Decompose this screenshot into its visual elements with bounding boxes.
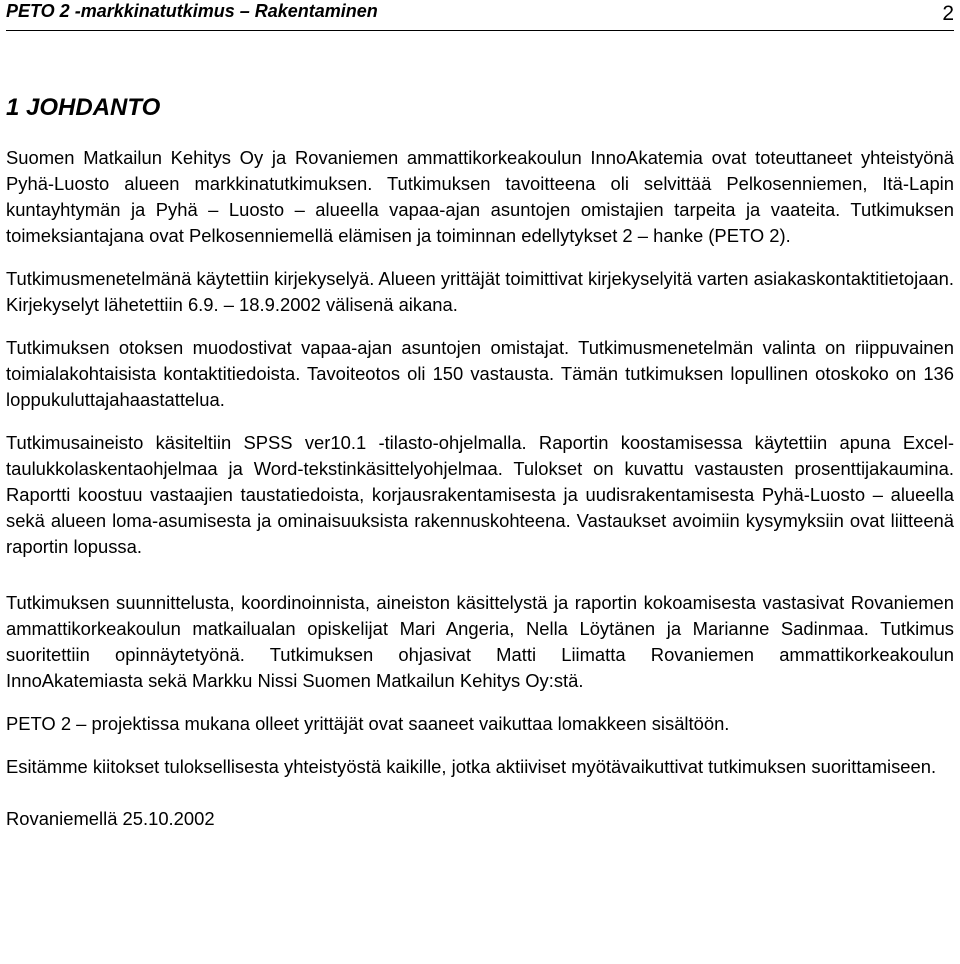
- page-number: 2: [942, 2, 954, 25]
- section-heading: 1 JOHDANTO: [6, 94, 161, 121]
- paragraph-project: PETO 2 – projektissa mukana olleet yrittäjät ovat saaneet vaikuttaa lomakkeen sisältöön.: [6, 713, 730, 734]
- paragraph-thanks: Esitämme kiitokset tuloksellisesta yhteistyöstä kaikille, jotka aktiiviset myötävaikuttivat tutkimuksen suorittamiseen.: [6, 756, 937, 777]
- paragraph-intro: Suomen Matkailun Kehitys Oy ja Rovaniemen ammattikorkeakoulun InnoAkatemia ovat toteuttaneet yhteistyönä Pyhä-Luosto alueen markkinatutkimuksen. Tutkimuksen tavoitteena oli selvittää Pelkosenniemen, Itä-Lapin kuntayhtymän ja Pyhä – Luosto – alueella vapaa-ajan asuntojen omistajien tarpeita ja vaateita. Tutkimuksen toimeksiantajana ovat Pelkosenniemellä elämisen ja toiminnan edellytykset 2 – hanke (PETO 2).: [6, 147, 954, 246]
- document-page: [6, 0, 954, 832]
- paragraph-authors: Tutkimuksen suunnittelusta, koordinoinnista, aineiston käsittelystä ja raportin kokoamisesta vastasivat Rovaniemen ammattikorkeakoulun matkailualan opiskelijat Mari Angeria, Nella Löytänen ja Marianne Sadinmaa. Tutkimus suoritettiin opinnäytetyönä. Tutkimuksen ohjasivat Matti Liimatta Rovaniemen ammattikorkeakoulun InnoAkatemiasta sekä Markku Nissi Suomen Matkailun Kehitys Oy:stä.: [6, 592, 954, 691]
- header-title: PETO 2 -markkinatutkimus – Rakentaminen: [6, 1, 378, 21]
- paragraph-analysis: Tutkimusaineisto käsiteltiin SPSS ver10.1 -tilasto-ohjelmalla. Raportin koostamisessa käytettiin apuna Excel-taulukkolaskentaohjelmaa ja Word-tekstinkäsittelyohjelmaa. Tulokset on kuvattu vastausten prosenttijakaumina. Raportti koostuu vastaajien taustatiedoista, korjausrakentamisesta ja uudisrakentamisesta Pyhä-Luosto – alueella sekä alueen loma-asumisesta ja ominaisuuksista rakennuskohteena. Vastaukset avoimiin kysymyksiin ovat liitteenä raportin lopussa.: [6, 432, 954, 557]
- paragraph-sample: Tutkimuksen otoksen muodostivat vapaa-ajan asuntojen omistajat. Tutkimusmenetelmän valinta on riippuvainen toimialakohtaisista kontaktitiedoista. Tavoiteotos oli 150 vastausta. Tämän tutkimuksen lopullinen otoskoko on 136 loppukuluttajahaastattelua.: [6, 337, 954, 410]
- place-date: Rovaniemellä 25.10.2002: [6, 808, 215, 829]
- running-header: [6, 0, 954, 31]
- paragraph-method: Tutkimusmenetelmänä käytettiin kirjekyselyä. Alueen yrittäjät toimittivat kirjekyselyitä varten asiakaskontaktitietojaan. Kirjekyselyt lähetettiin 6.9. – 18.9.2002 välisenä aikana.: [6, 268, 954, 315]
- body-text: [6, 145, 954, 780]
